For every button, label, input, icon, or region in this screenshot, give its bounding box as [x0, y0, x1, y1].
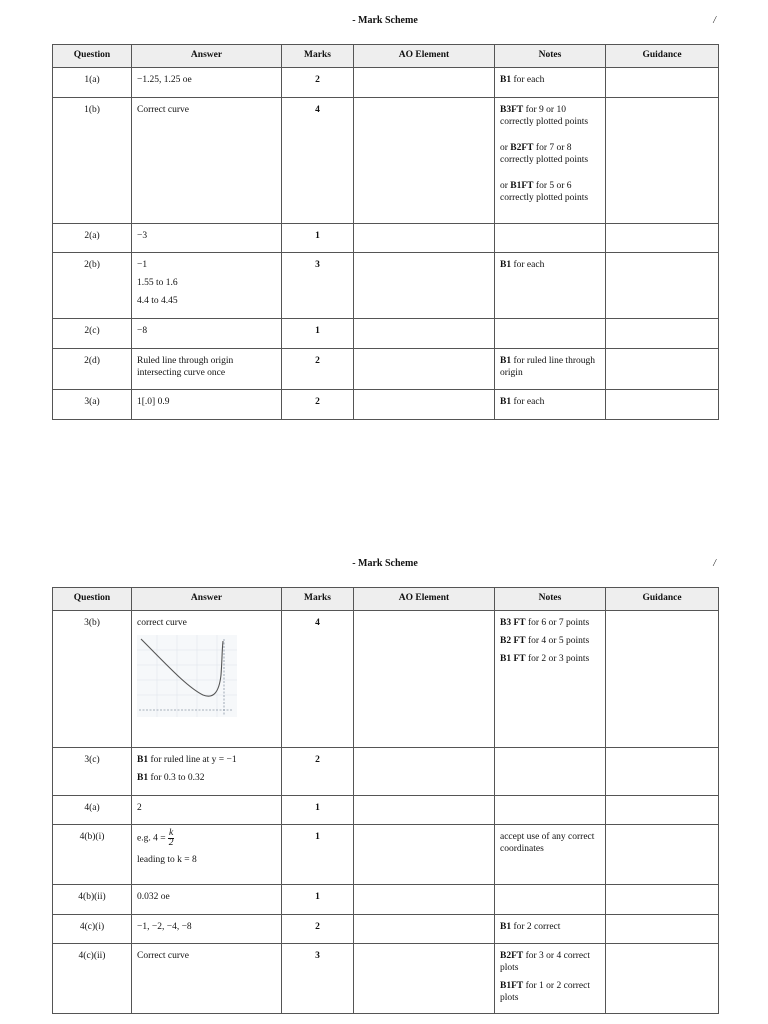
- marks-cell: 1: [282, 825, 354, 885]
- answer-cell: −8: [132, 319, 282, 349]
- marks-cell: 1: [282, 224, 354, 253]
- guidance-cell: [606, 885, 719, 915]
- question-cell: 4(c)(i): [53, 915, 132, 944]
- marks-cell: 2: [282, 748, 354, 796]
- question-cell: 1(a): [53, 68, 132, 98]
- guidance-cell: [606, 253, 719, 319]
- notes-cell: accept use of any correct coordinates: [495, 825, 606, 885]
- col-guidance: Guidance: [606, 588, 719, 611]
- table-row: [53, 944, 719, 1014]
- ao-cell: [354, 253, 495, 319]
- table-row: [53, 825, 719, 885]
- question-cell: 3(c): [53, 748, 132, 796]
- guidance-cell: [606, 915, 719, 944]
- col-question: Question: [53, 45, 132, 68]
- col-marks: Marks: [282, 45, 354, 68]
- notes-cell: [495, 796, 606, 825]
- marks-cell: 2: [282, 68, 354, 98]
- marks-cell: 1: [282, 319, 354, 349]
- marks-cell: 4: [282, 98, 354, 224]
- notes-cell: B1 for each: [495, 68, 606, 98]
- table-row: [53, 319, 719, 349]
- guidance-cell: [606, 68, 719, 98]
- mark-scheme-table: [52, 587, 719, 1014]
- table-row: [53, 349, 719, 390]
- table-header-row: [53, 45, 719, 68]
- answer-cell: Ruled line through origin intersecting curve once: [132, 349, 282, 390]
- answer-cell: 2: [132, 796, 282, 825]
- curve-sketch: [137, 635, 237, 717]
- notes-cell: B2FT for 3 or 4 correct plots B1FT for 1 or 2 correct plots: [495, 944, 606, 1014]
- table-row: [53, 885, 719, 915]
- ao-cell: [354, 796, 495, 825]
- table-row: [53, 611, 719, 748]
- question-cell: 4(b)(ii): [53, 885, 132, 915]
- table-row: [53, 748, 719, 796]
- col-notes: Notes: [495, 588, 606, 611]
- marks-cell: 4: [282, 611, 354, 748]
- answer-cell: B1 for ruled line at y = −1 B1 for 0.3 to 0.32: [132, 748, 282, 796]
- answer-cell: correct curve: [132, 611, 282, 748]
- table-row: [53, 253, 719, 319]
- question-cell: 2(b): [53, 253, 132, 319]
- ao-cell: [354, 319, 495, 349]
- guidance-cell: [606, 390, 719, 420]
- guidance-cell: [606, 944, 719, 1014]
- table-row: [53, 98, 719, 224]
- guidance-cell: [606, 796, 719, 825]
- table-header-row: [53, 588, 719, 611]
- marks-cell: 3: [282, 253, 354, 319]
- marks-cell: 1: [282, 796, 354, 825]
- marks-cell: 1: [282, 885, 354, 915]
- header-title: - Mark Scheme: [352, 558, 418, 569]
- ao-cell: [354, 68, 495, 98]
- table-row: [53, 390, 719, 420]
- question-cell: 4(b)(i): [53, 825, 132, 885]
- fraction: $\frac{k}{2}$: [168, 828, 174, 848]
- col-answer: Answer: [132, 588, 282, 611]
- guidance-cell: [606, 611, 719, 748]
- answer-cell: Correct curve: [132, 944, 282, 1014]
- answer-cell: −1.25, 1.25 oe: [132, 68, 282, 98]
- table-row: [53, 796, 719, 825]
- notes-cell: [495, 885, 606, 915]
- col-question: Question: [53, 588, 132, 611]
- guidance-cell: [606, 319, 719, 349]
- notes-cell: B1 for 2 correct: [495, 915, 606, 944]
- marks-cell: 2: [282, 390, 354, 420]
- header-title: - Mark Scheme: [352, 15, 418, 26]
- guidance-cell: [606, 349, 719, 390]
- notes-cell: [495, 319, 606, 349]
- header-slash: /: [713, 15, 716, 26]
- col-notes: Notes: [495, 45, 606, 68]
- ao-cell: [354, 349, 495, 390]
- notes-cell: B3FT for 9 or 10 correctly plotted points or B2FT for 7 or 8 correctly plotted points or B1FT for 5 or 6 correctly plotted points: [495, 98, 606, 224]
- answer-cell: −1, −2, −4, −8: [132, 915, 282, 944]
- col-ao-element: AO Element: [354, 588, 495, 611]
- table-row: [53, 224, 719, 253]
- notes-cell: [495, 748, 606, 796]
- answer-cell: e.g. 4 = $\frac{k}{2}$ leading to k = 8: [132, 825, 282, 885]
- marks-cell: 2: [282, 915, 354, 944]
- notes-cell: B1 for each: [495, 253, 606, 319]
- question-cell: 4(a): [53, 796, 132, 825]
- question-cell: 4(c)(ii): [53, 944, 132, 1014]
- marks-cell: 2: [282, 349, 354, 390]
- notes-cell: B3 FT for 6 or 7 points B2 FT for 4 or 5 points B1 FT for 2 or 3 points: [495, 611, 606, 748]
- question-cell: 3(b): [53, 611, 132, 748]
- ao-cell: [354, 748, 495, 796]
- question-cell: 1(b): [53, 98, 132, 224]
- question-cell: 2(d): [53, 349, 132, 390]
- col-marks: Marks: [282, 588, 354, 611]
- answer-cell: −3: [132, 224, 282, 253]
- ao-cell: [354, 390, 495, 420]
- marks-cell: 3: [282, 944, 354, 1014]
- question-cell: 3(a): [53, 390, 132, 420]
- col-guidance: Guidance: [606, 45, 719, 68]
- guidance-cell: [606, 748, 719, 796]
- guidance-cell: [606, 825, 719, 885]
- ao-cell: [354, 611, 495, 748]
- table-row: [53, 915, 719, 944]
- table-row: [53, 68, 719, 98]
- ao-cell: [354, 944, 495, 1014]
- ao-cell: [354, 915, 495, 944]
- notes-cell: B1 for ruled line through origin: [495, 349, 606, 390]
- ao-cell: [354, 224, 495, 253]
- guidance-cell: [606, 98, 719, 224]
- ao-cell: [354, 885, 495, 915]
- question-cell: 2(a): [53, 224, 132, 253]
- answer-cell: 0.032 oe: [132, 885, 282, 915]
- ao-cell: [354, 98, 495, 224]
- notes-cell: B1 for each: [495, 390, 606, 420]
- notes-cell: [495, 224, 606, 253]
- answer-cell: Correct curve: [132, 98, 282, 224]
- col-answer: Answer: [132, 45, 282, 68]
- guidance-cell: [606, 224, 719, 253]
- mark-scheme-table: [52, 44, 719, 420]
- answer-cell: −1 1.55 to 1.6 4.4 to 4.45: [132, 253, 282, 319]
- ao-cell: [354, 825, 495, 885]
- header-slash: /: [713, 558, 716, 569]
- question-cell: 2(c): [53, 319, 132, 349]
- answer-cell: 1[.0] 0.9: [132, 390, 282, 420]
- col-ao-element: AO Element: [354, 45, 495, 68]
